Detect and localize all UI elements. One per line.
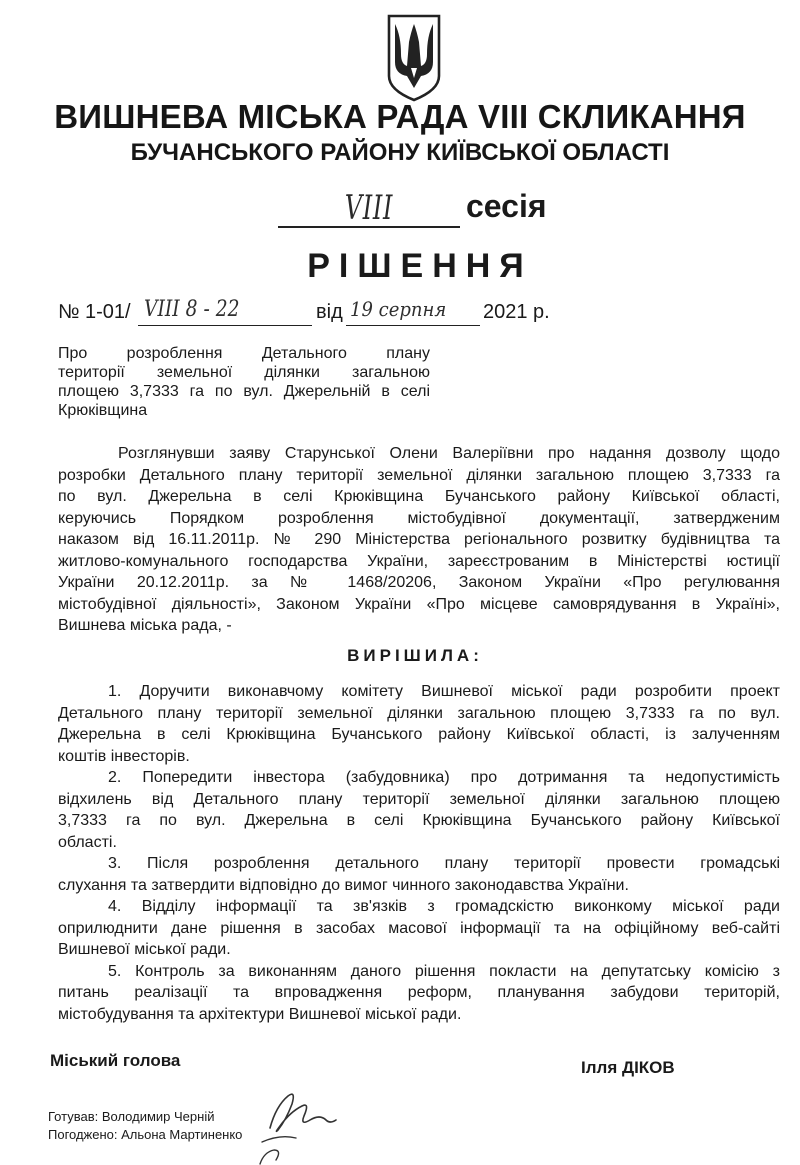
district-title: БУЧАНСЬКОГО РАЙОНУ КИЇВСЬКОЇ ОБЛАСТІ — [130, 139, 670, 166]
subject-line: Крюківщина — [58, 402, 148, 419]
prepared-block — [48, 1108, 242, 1144]
subject-line: площею 3,7333 га по вул. Джерельній в селі — [58, 383, 430, 400]
item-line: коштів інвесторів. — [58, 747, 190, 765]
preamble-line: Вишнева міська рада, - — [58, 617, 232, 634]
item-line: Вишневої міської ради. — [58, 941, 231, 958]
item-line: 4. Відділу інформації та зв'язків з громадскістю виконкому міської ради — [108, 898, 780, 915]
decision-title: РІШЕННЯ — [307, 247, 533, 285]
handwritten-signature-icon — [240, 1076, 340, 1165]
decision-item-5 — [58, 961, 780, 1026]
decision-item-4 — [58, 896, 780, 961]
preamble-line: наказом від 16.11.2011р. № 290 Міністерства регіонального розвитку будівництва та — [58, 531, 780, 548]
preamble-line: керуючись Порядком розроблення містобудівної документації, затвердженим — [58, 509, 780, 527]
number-handwritten: VIII 8 - 22 — [144, 297, 240, 322]
preamble-line: розробки Детального плану території земельної ділянки загальною площею 3,7333 га — [58, 466, 780, 484]
item-line: відхилень від Детального плану території земельної ділянки загальною площею — [58, 790, 780, 808]
preamble-line: Розглянувши заяву Старунської Олени Валеріївни про надання дозволу щодо — [118, 445, 780, 462]
item-line: 1. Доручити виконавчому комітету Вишневої міської ради розробити проект — [108, 683, 780, 700]
session-label: сесія — [466, 188, 547, 224]
session-underline — [278, 226, 460, 228]
decision-items — [58, 681, 780, 1025]
document-number-line — [58, 297, 758, 329]
decision-item-3 — [58, 853, 780, 896]
decision-item-1 — [58, 681, 780, 767]
decision-item-2 — [58, 767, 780, 853]
subject-line: Про розроблення Детального плану — [58, 345, 430, 362]
mayor-position: Міський голова — [50, 1051, 181, 1070]
number-prefix: № 1-01/ — [58, 301, 131, 323]
item-line: Джерельна в селі Крюківщина Бучанського району Київської області, із залученням — [58, 726, 780, 743]
item-line: області. — [58, 833, 117, 851]
mayor-name: Ілля ДІКОВ — [581, 1058, 675, 1077]
item-line: Детального плану території земельної ділянки загальною площею 3,7333 га по вул. — [58, 704, 780, 722]
session-number-handwritten: VIII — [344, 188, 394, 228]
number-underline — [138, 325, 312, 326]
preamble-line: України 20.12.2011р. за № 1468/20206, Законом України «Про регулювання — [58, 574, 780, 591]
trident-emblem-icon — [385, 14, 443, 102]
date-year: 2021 р. — [483, 301, 550, 323]
item-line: 3,7333 га по вул. Джерельна в селі Крюківщина Бучанського району Київської — [58, 812, 780, 829]
subject-line: території земельної ділянки загальною — [58, 364, 430, 381]
item-line: 3. Після розроблення детального плану території провести громадські — [108, 855, 780, 872]
item-line: питань реалізації та впровадження реформ, планування забудови територій, — [58, 984, 780, 1001]
preamble-line: по вул. Джерельна в селі Крюківщина Бучанського району Київської області, — [58, 488, 780, 505]
council-title: ВИШНЕВА МІСЬКА РАДА VIII СКЛИКАННЯ — [54, 98, 746, 135]
prepared-by: Готував: Володимир Черній — [48, 1109, 215, 1124]
date-prefix: від — [316, 301, 343, 323]
item-line: оприлюднити дане рішення в засобах масової інформації та на офіційному веб-сайті — [58, 919, 780, 937]
item-line: слухання та затвердити відповідно до вимог чинного законодавства України. — [58, 876, 629, 894]
item-line: 2. Попередити інвестора (забудовника) про дотримання та недопустимість — [108, 769, 780, 786]
decision-subject — [58, 344, 430, 420]
preamble-line: житлово-комунального господарства України, зареєстрованим в Міністерстві юстиції — [58, 552, 780, 570]
item-line: 5. Контроль за виконанням даного рішення покласти на депутатську комісію з — [108, 962, 780, 980]
date-underline — [346, 325, 480, 326]
preamble-line: містобудівної діяльності», Законом України «Про місцеве самоврядування в Україні», — [58, 595, 780, 613]
item-line: містобудування та архітектури Вишневої міської ради. — [58, 1005, 462, 1023]
date-handwritten: 19 серпня — [350, 297, 447, 321]
preamble-paragraph — [58, 443, 780, 637]
agreed-by: Погоджено: Альона Мартиненко — [48, 1127, 243, 1142]
resolved-heading: ВИРІШИЛА: — [347, 646, 483, 665]
